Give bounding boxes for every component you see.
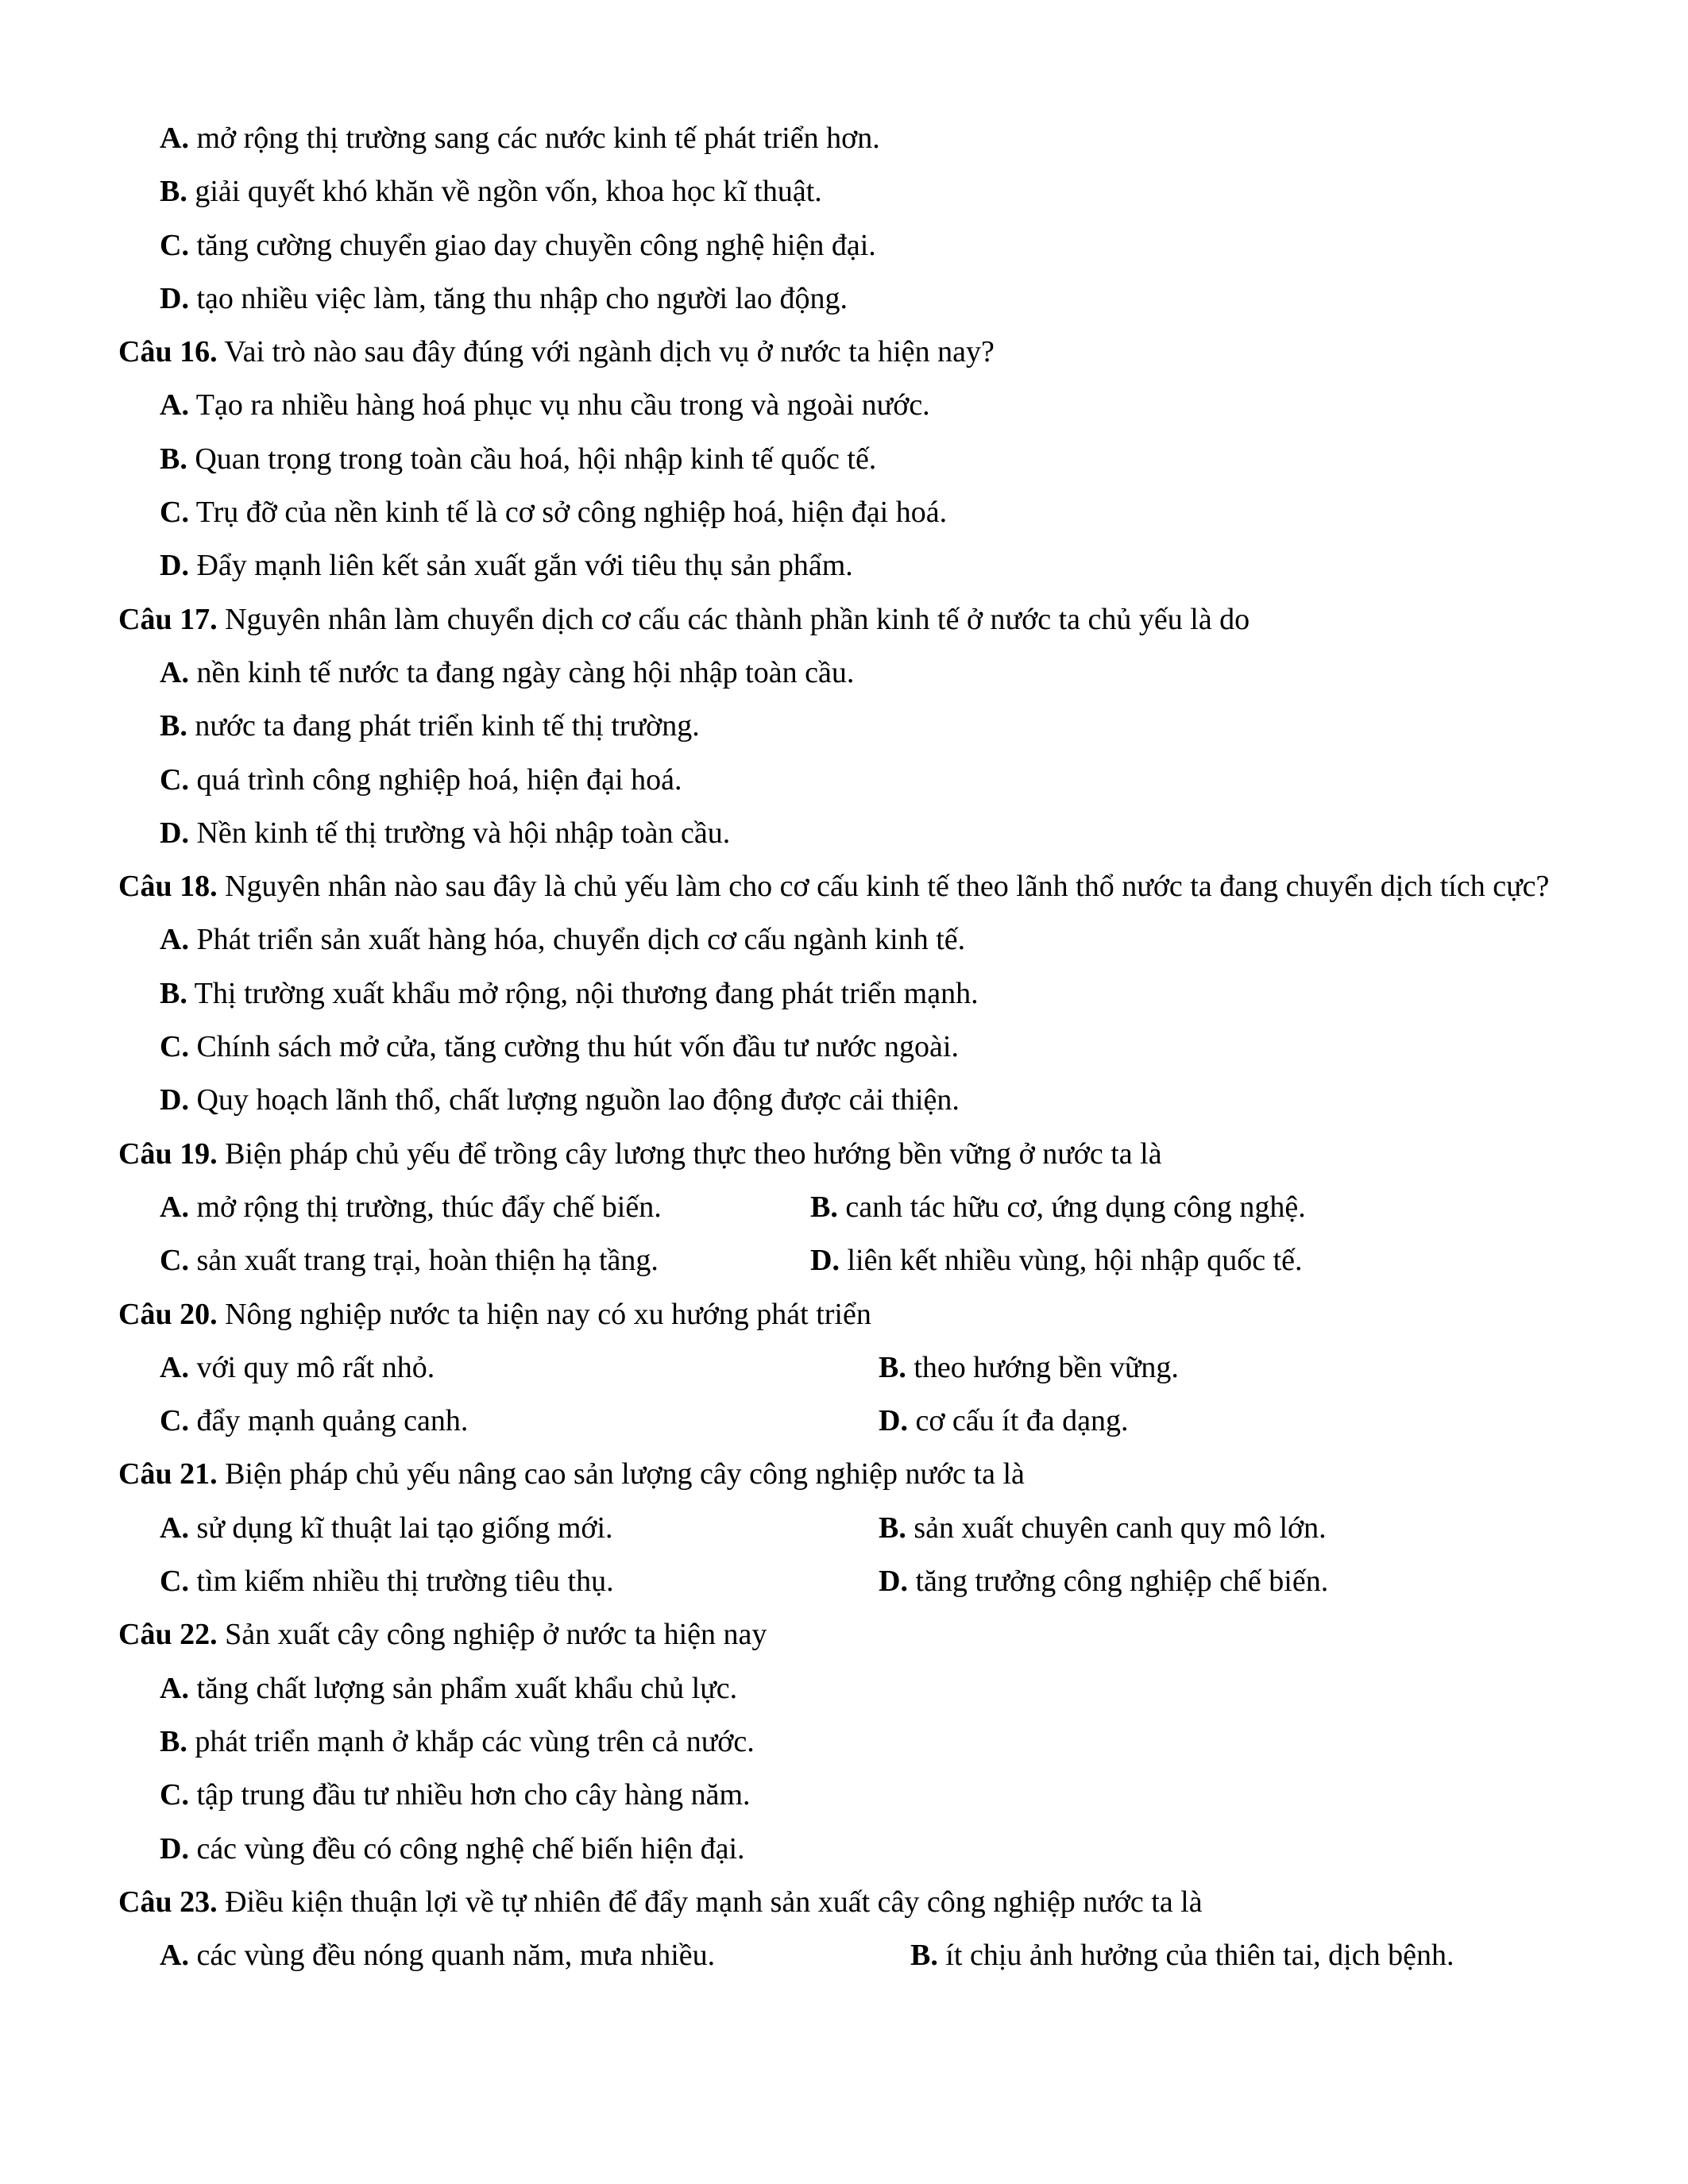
question-text: Nguyên nhân nào sau đây là chủ yếu làm cho cơ cấu kinh tế theo lãnh thổ nước ta đang chuyển dịch tích cực? <box>217 870 1550 904</box>
option-text: ít chịu ảnh hưởng của thiên tai, dịch bệnh. <box>937 1939 1454 1973</box>
question-number: Câu 20. <box>118 1297 218 1331</box>
exam-page <box>118 112 1566 1982</box>
option-label: A. <box>160 1939 189 1973</box>
option-text: Trụ đỡ của nền kinh tế là cơ sở công nghiệp hoá, hiện đại hoá. <box>188 496 948 530</box>
answer-option <box>160 1021 1566 1074</box>
question-number: Câu 18. <box>118 870 218 904</box>
answer-option <box>879 1341 1179 1395</box>
answer-option <box>160 165 1566 218</box>
option-text: quá trình công nghiệp hoá, hiện đại hoá. <box>188 762 682 797</box>
question-text: Nông nghiệp nước ta hiện nay có xu hướng phát triển <box>217 1297 871 1331</box>
answer-option <box>810 1234 1303 1287</box>
option-label: B. <box>810 1190 838 1224</box>
option-text: Quy hoạch lãnh thổ, chất lượng nguồn lao động được cải thiện. <box>188 1083 960 1117</box>
answer-option <box>160 1715 1566 1769</box>
question-stem <box>118 860 1566 913</box>
answer-option <box>160 1555 879 1608</box>
option-text: liên kết nhiều vùng, hội nhập quốc tế. <box>839 1244 1303 1278</box>
answer-option <box>160 1341 879 1395</box>
question-number: Câu 17. <box>118 602 218 636</box>
option-label: C. <box>160 1030 189 1064</box>
option-text: canh tác hữu cơ, ứng dụng công nghệ. <box>837 1190 1306 1224</box>
option-label: A. <box>160 923 189 957</box>
option-text: mở rộng thị trường sang các nước kinh tế phát triển hơn. <box>188 122 880 155</box>
question-text: Điều kiện thuận lợi về tự nhiên để đẩy mạnh sản xuất cây công nghiệp nước ta là <box>217 1885 1203 1919</box>
answer-option <box>910 1929 1454 1982</box>
question-text: Vai trò nào sau đây đúng với ngành dịch vụ ở nước ta hiện nay? <box>217 335 995 369</box>
question-text: Biện pháp chủ yếu để trồng cây lương thực theo hướng bền vững ở nước ta là <box>217 1136 1162 1171</box>
options-row <box>160 1341 1566 1395</box>
answer-option <box>160 272 1566 326</box>
answer-option <box>160 754 1566 807</box>
option-label: C. <box>160 762 189 797</box>
option-text: nước ta đang phát triển kinh tế thị trường. <box>187 709 700 743</box>
question-text: Nguyên nhân làm chuyển dịch cơ cấu các thành phần kinh tế ở nước ta chủ yếu là do <box>217 602 1250 636</box>
answer-option <box>160 1502 879 1555</box>
question-stem <box>118 1128 1566 1181</box>
answer-option <box>160 1769 1566 1822</box>
answer-option <box>160 1074 1566 1127</box>
question-stem <box>118 326 1566 379</box>
answer-option <box>160 1234 810 1287</box>
answer-option <box>810 1181 1306 1234</box>
question-stem <box>118 593 1566 646</box>
option-text: sản xuất trang trại, hoàn thiện hạ tầng. <box>188 1244 659 1278</box>
answer-option <box>160 539 1566 592</box>
answer-option <box>160 379 1566 432</box>
question-23 <box>118 1876 1566 1983</box>
previous-question-options <box>118 112 1566 326</box>
option-label: D. <box>879 1565 908 1599</box>
option-label: B. <box>160 1724 187 1758</box>
question-number: Câu 19. <box>118 1136 218 1171</box>
question-number: Câu 16. <box>118 335 218 369</box>
question-18 <box>118 860 1566 1127</box>
answer-option <box>160 807 1566 860</box>
option-text: nền kinh tế nước ta đang ngày càng hội nhập toàn cầu. <box>188 655 855 689</box>
option-text: Phát triển sản xuất hàng hóa, chuyển dịch cơ cấu ngành kinh tế. <box>188 923 966 957</box>
option-label: A. <box>160 1190 189 1224</box>
question-19 <box>118 1128 1566 1288</box>
question-stem <box>118 1448 1566 1501</box>
option-label: A. <box>160 1671 189 1705</box>
question-number: Câu 22. <box>118 1618 218 1652</box>
option-label: C. <box>160 1565 189 1599</box>
option-text: Chính sách mở cửa, tăng cường thu hút vốn đầu tư nước ngoài. <box>188 1030 959 1064</box>
option-label: D. <box>160 1083 189 1117</box>
option-label: B. <box>879 1350 906 1384</box>
option-label: A. <box>160 122 189 155</box>
question-text: Biện pháp chủ yếu nâng cao sản lượng cây công nghiệp nước ta là <box>217 1457 1025 1491</box>
question-stem <box>118 1608 1566 1661</box>
question-stem <box>118 1288 1566 1341</box>
option-label: D. <box>160 1831 189 1866</box>
question-number: Câu 23. <box>118 1885 218 1919</box>
question-text: Sản xuất cây công nghiệp ở nước ta hiện nay <box>217 1618 767 1652</box>
option-text: Quan trọng trong toàn cầu hoá, hội nhập kinh tế quốc tế. <box>187 442 877 476</box>
option-text: tăng trưởng công nghiệp chế biến. <box>907 1565 1329 1599</box>
option-text: đẩy mạnh quảng canh. <box>188 1404 469 1438</box>
option-text: theo hướng bền vững. <box>906 1350 1179 1384</box>
option-label: B. <box>160 175 187 209</box>
option-label: C. <box>160 1778 189 1812</box>
option-text: tăng chất lượng sản phẩm xuất khẩu chủ lực. <box>188 1671 738 1705</box>
option-text: Đẩy mạnh liên kết sản xuất gắn với tiêu thụ sản phẩm. <box>188 549 853 583</box>
answer-option <box>160 1823 1566 1876</box>
option-text: cơ cấu ít đa dạng. <box>907 1404 1129 1438</box>
answer-option <box>879 1395 1129 1448</box>
option-label: A. <box>160 655 189 689</box>
options-row <box>160 1234 1566 1287</box>
answer-option <box>160 219 1566 272</box>
answer-option <box>160 1395 879 1448</box>
question-21 <box>118 1448 1566 1608</box>
option-label: D. <box>810 1244 840 1278</box>
options-row <box>160 1395 1566 1448</box>
option-text: tạo nhiều việc làm, tăng thu nhập cho người lao động. <box>188 281 848 315</box>
option-label: B. <box>910 1939 938 1973</box>
options-row <box>160 1555 1566 1608</box>
option-text: các vùng đều có công nghệ chế biến hiện đại. <box>188 1831 745 1866</box>
answer-option <box>160 967 1566 1021</box>
answer-option <box>160 700 1566 753</box>
question-stem <box>118 1876 1566 1929</box>
option-label: C. <box>160 228 189 262</box>
option-text: sử dụng kĩ thuật lai tạo giống mới. <box>188 1511 613 1545</box>
answer-option <box>160 1662 1566 1715</box>
answer-option <box>160 112 1566 165</box>
option-label: C. <box>160 496 189 530</box>
question-17 <box>118 593 1566 860</box>
question-number: Câu 21. <box>118 1457 218 1491</box>
option-label: D. <box>879 1404 908 1438</box>
option-text: Thị trường xuất khẩu mở rộng, nội thương đang phát triển mạnh. <box>187 976 979 1010</box>
option-text: giải quyết khó khăn về ngồn vốn, khoa học kĩ thuật. <box>187 175 822 209</box>
question-16 <box>118 326 1566 592</box>
options-row <box>160 1502 1566 1555</box>
answer-option <box>160 1929 910 1982</box>
option-text: Tạo ra nhiều hàng hoá phục vụ nhu cầu trong và ngoài nước. <box>188 388 930 423</box>
option-text: Nền kinh tế thị trường và hội nhập toàn cầu. <box>188 816 731 850</box>
option-label: B. <box>160 976 187 1010</box>
question-22 <box>118 1608 1566 1875</box>
option-text: tập trung đầu tư nhiều hơn cho cây hàng năm. <box>188 1778 751 1812</box>
option-label: C. <box>160 1244 189 1278</box>
answer-option <box>160 1181 810 1234</box>
option-text: các vùng đều nóng quanh năm, mưa nhiều. <box>188 1939 716 1973</box>
answer-option <box>879 1555 1328 1608</box>
answer-option <box>160 433 1566 486</box>
option-label: D. <box>160 281 189 315</box>
option-text: tăng cường chuyển giao day chuyền công nghệ hiện đại. <box>188 228 876 262</box>
option-text: với quy mô rất nhỏ. <box>188 1350 435 1384</box>
answer-option <box>879 1502 1327 1555</box>
answer-option <box>160 913 1566 967</box>
option-text: mở rộng thị trường, thúc đẩy chế biến. <box>188 1190 662 1224</box>
answer-option <box>160 646 1566 700</box>
option-label: A. <box>160 388 189 423</box>
option-label: B. <box>160 709 187 743</box>
option-label: A. <box>160 1511 189 1545</box>
option-label: D. <box>160 816 189 850</box>
option-label: A. <box>160 1350 189 1384</box>
options-row <box>160 1929 1566 1982</box>
option-label: B. <box>160 442 187 476</box>
option-label: B. <box>879 1511 906 1545</box>
option-label: D. <box>160 549 189 583</box>
option-text: phát triển mạnh ở khắp các vùng trên cả nước. <box>187 1724 755 1758</box>
answer-option <box>160 486 1566 539</box>
question-20 <box>118 1288 1566 1449</box>
option-text: tìm kiếm nhiều thị trường tiêu thụ. <box>188 1565 614 1599</box>
option-label: C. <box>160 1404 189 1438</box>
options-row <box>160 1181 1566 1234</box>
option-text: sản xuất chuyên canh quy mô lớn. <box>906 1511 1327 1545</box>
